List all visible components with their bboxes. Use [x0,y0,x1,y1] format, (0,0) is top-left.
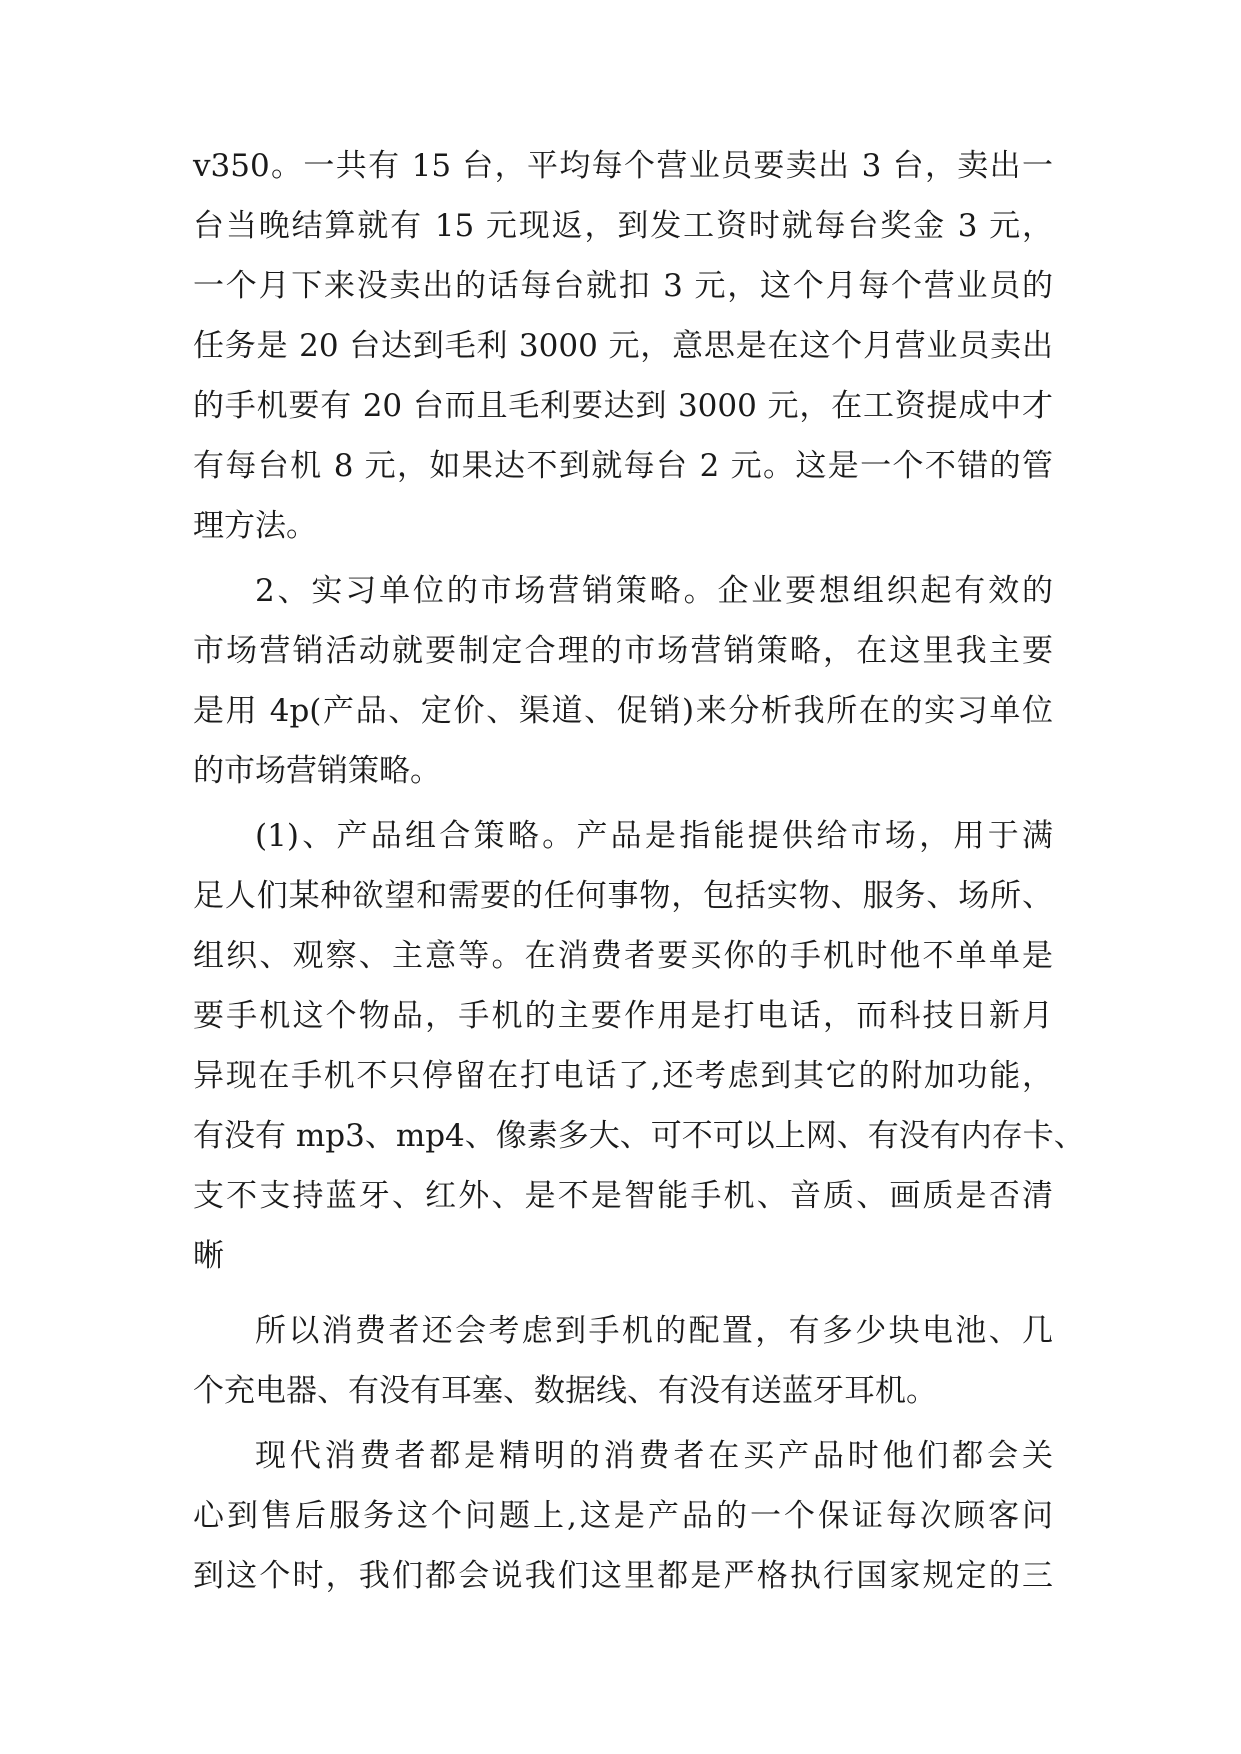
text-line: 一个月下来没卖出的话每台就扣 3 元，这个月每个营业员的 [193,268,1053,304]
text-line: 的市场营销策略。 [193,753,441,789]
paragraph-first-line: 所以消费者还会考虑到手机的配置，有多少块电池、几 [255,1313,1053,1349]
text-line: 晰 [193,1238,224,1274]
text-line: 支不支持蓝牙、红外、是不是智能手机、音质、画质是否清 [193,1178,1053,1214]
paragraph-first-line: 现代消费者都是精明的消费者在买产品时他们都会关 [255,1438,1053,1474]
text-line: 要手机这个物品，手机的主要作用是打电话，而科技日新月 [193,998,1053,1034]
paragraph-first-line: 2、实习单位的市场营销策略。企业要想组织起有效的 [255,573,1053,609]
text-line: 足人们某种欲望和需要的任何事物，包括实物、服务、场所、 [193,878,1053,914]
text-line: 到这个时，我们都会说我们这里都是严格执行国家规定的三 [193,1558,1053,1594]
text-line: 任务是 20 台达到毛利 3000 元，意思是在这个月营业员卖出 [193,328,1053,364]
paragraph-first-line: (1)、产品组合策略。产品是指能提供给市场，用于满 [255,818,1053,854]
text-line: 有没有 mp3、mp4、像素多大、可不可以上网、有没有内存卡、 [193,1118,1085,1154]
text-line: 市场营销活动就要制定合理的市场营销策略，在这里我主要 [193,633,1053,669]
text-line: 台当晚结算就有 15 元现返，到发工资时就每台奖金 3 元， [193,208,1053,244]
text-line: 个充电器、有没有耳塞、数据线、有没有送蓝牙耳机。 [193,1373,937,1409]
text-line: 心到售后服务这个问题上,这是产品的一个保证每次顾客问 [193,1498,1053,1534]
text-line: 的手机要有 20 台而且毛利要达到 3000 元，在工资提成中才 [193,388,1053,424]
text-line: 异现在手机不只停留在打电话了,还考虑到其它的附加功能， [193,1058,1053,1094]
text-line: 是用 4p(产品、定价、渠道、促销)来分析我所在的实习单位 [193,693,1053,729]
text-line: 组织、观察、主意等。在消费者要买你的手机时他不单单是 [193,938,1053,974]
text-line: v350。一共有 15 台，平均每个营业员要卖出 3 台，卖出一 [193,148,1053,184]
text-line: 理方法。 [193,508,317,544]
text-line: 有每台机 8 元，如果达不到就每台 2 元。这是一个不错的管 [193,448,1053,484]
